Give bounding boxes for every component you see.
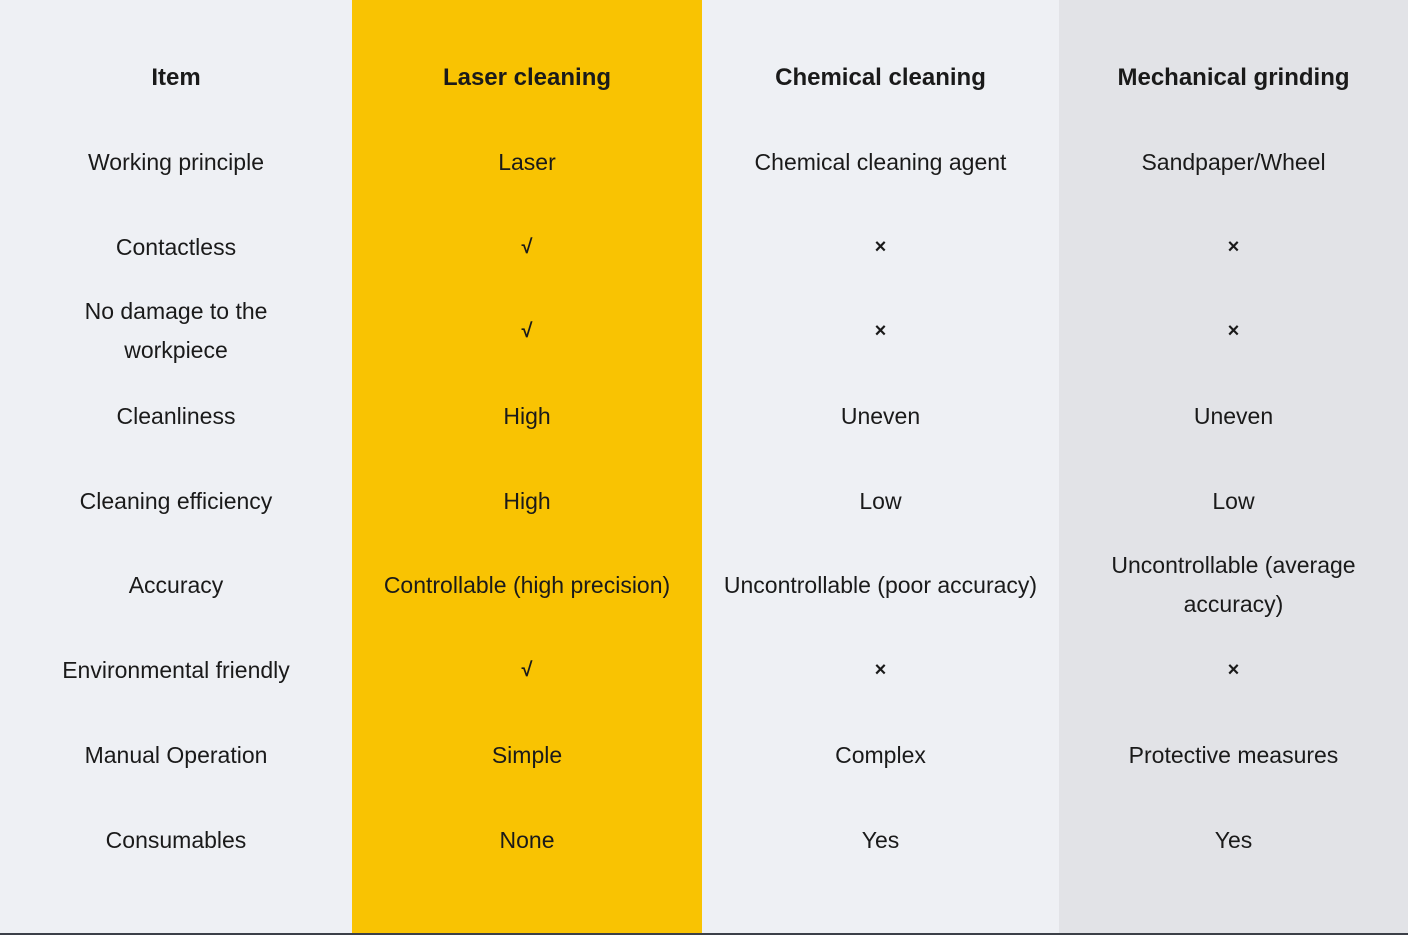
row-label-no-damage: No damage to the workpiece [84,298,268,363]
laser-contactless-check-icon: √ [521,235,533,258]
mechanical-cleaning-efficiency: Low [1212,487,1255,514]
row-label-accuracy: Accuracy [128,571,224,598]
laser-accuracy: Controllable (high precision) [383,571,671,598]
chemical-contactless-cross-icon: × [874,235,887,258]
chemical-cleanliness: Uneven [840,402,921,429]
laser-consumables: None [499,826,555,853]
chemical-manual-operation: Complex [835,741,926,768]
mechanical-no-damage-cross-icon: × [1227,319,1240,342]
chemical-cleaning-efficiency: Low [859,487,902,514]
laser-cleaning-efficiency: High [503,487,551,514]
mechanical-manual-operation: Protective measures [1128,741,1339,768]
column-chemical-cleaning [702,0,1059,935]
laser-working-principle: Laser [498,148,556,175]
mechanical-contactless-cross-icon: × [1227,235,1240,258]
laser-cleanliness: High [503,402,551,429]
laser-no-damage-check-icon: √ [521,319,533,342]
mechanical-cleanliness: Uneven [1193,402,1274,429]
row-label-contactless: Contactless [115,233,237,260]
column-laser-cleaning [352,0,702,935]
mechanical-working-principle: Sandpaper/Wheel [1141,148,1326,175]
mechanical-accuracy: Uncontrollable (average accuracy) [1111,552,1356,617]
chemical-environmental-cross-icon: × [874,658,887,681]
row-label-cleaning-efficiency: Cleaning efficiency [79,487,273,514]
header-mechanical-grinding: Mechanical grinding [1117,63,1350,91]
chemical-no-damage-cross-icon: × [874,319,887,342]
header-item: Item [151,63,201,91]
chemical-working-principle: Chemical cleaning agent [754,148,1007,175]
laser-manual-operation: Simple [491,741,563,768]
column-item [0,0,352,935]
laser-environmental-check-icon: √ [521,658,533,681]
chemical-accuracy: Uncontrollable (poor accuracy) [723,571,1038,598]
row-label-manual-operation: Manual Operation [84,741,268,768]
row-label-environmental-friendly: Environmental friendly [62,656,290,683]
mechanical-environmental-cross-icon: × [1227,658,1240,681]
mechanical-consumables: Yes [1214,826,1253,853]
header-chemical-cleaning: Chemical cleaning [775,63,986,91]
row-label-consumables: Consumables [105,826,247,853]
chemical-consumables: Yes [861,826,900,853]
header-laser-cleaning: Laser cleaning [442,63,612,91]
column-mechanical-grinding [1059,0,1408,935]
row-label-cleanliness: Cleanliness [116,402,236,429]
row-label-working-principle: Working principle [88,148,264,175]
